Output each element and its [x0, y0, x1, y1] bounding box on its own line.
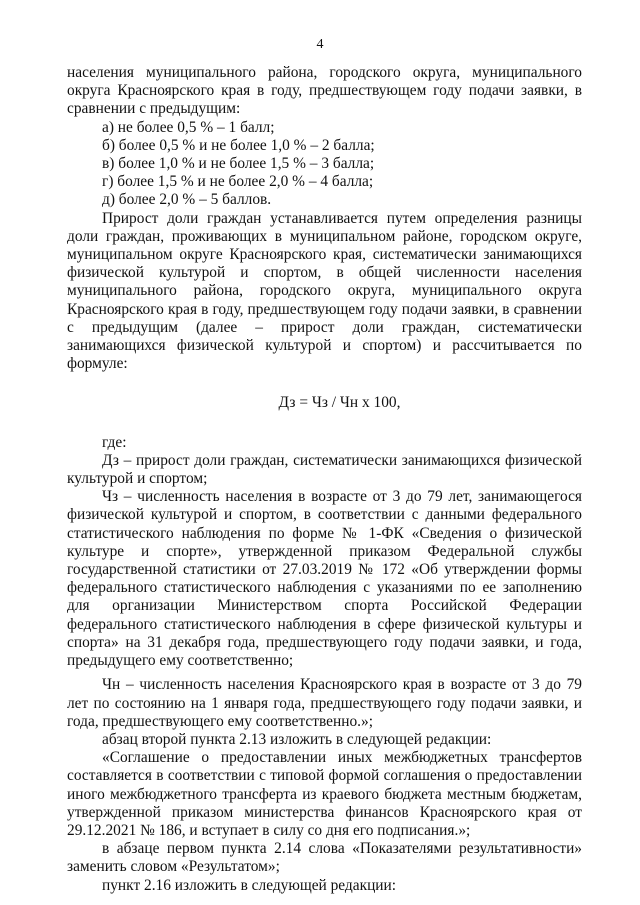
- page-number: 4: [316, 37, 324, 52]
- document-body: [67, 64, 582, 895]
- list-item: д) более 2,0 % – 5 баллов.: [102, 191, 272, 209]
- definition-chn: Чн – численность населения Красноярского края в возрасте от 3 до 79 лет по состоянию на 1 января года, предшествующего году подачи заявки, и года, предшествующего ему соответственно.»;: [67, 676, 582, 730]
- definition-dz: Дз – прирост доли граждан, систематически занимающихся физической культурой и спортом;: [67, 451, 582, 488]
- paragraph-population-increase: населения муниципального района, городского округа, муниципального округа Красноярского края в году, предшествующем году подачи заявки, в сравнении с предыдущим:: [67, 64, 582, 118]
- list-item: а) не более 0,5 % – 1 балл;: [102, 118, 275, 136]
- paragraph-amend-2-13: абзац второй пункта 2.13 изложить в следующей редакции:: [102, 730, 492, 748]
- list-item: г) более 1,5 % и не более 2,0 % – 4 балла;: [102, 173, 374, 191]
- paragraph-growth-definition: Прирост доли граждан устанавливается путем определения разницы доли граждан, проживающих в муниципальном районе, городском округе, муниципальном округе Красноярского края, систематически занимающихся физической культурой и спортом, в общей численности населения муниципального района, городского округа, муниципального округа Красноярского края в году, предшествующем году подачи заявки, в сравнении с предыдущим (далее – прирост доли граждан, систематически занимающихся физической культурой и спортом) и рассчитывается по формуле:: [67, 209, 582, 373]
- list-item: б) более 0,5 % и не более 1,0 % – 2 балла;: [102, 136, 375, 154]
- paragraph-amend-2-14: в абзаце первом пункта 2.14 слова «Показателями результативности» заменить словом «Результатом»;: [67, 840, 582, 876]
- formula: Дз = Чз / Чн х 100,: [278, 394, 401, 412]
- where-label: где:: [102, 433, 127, 451]
- scoring-list: [67, 119, 582, 210]
- paragraph-agreement: «Соглашение о предоставлении иных межбюджетных трансфертов составляется в соответствии с типовой формой соглашения о предоставлении иного межбюджетного трансферта из краевого бюджета местным бюджетам, утвержденной приказом министерства финансов Красноярского края от 29.12.2021 № 186, и вступает в силу со дня его подписания.»;: [67, 749, 582, 839]
- paragraph-amend-2-16: пункт 2.16 изложить в следующей редакции:: [102, 876, 397, 894]
- definition-chz: Чз – численность населения в возрасте от 3 до 79 лет, занимающегося физической культурой и спортом, в соответствии с данными федерального статистического наблюдения по форме № 1-ФК «Сведения о физической культуре и спорте», утвержденной приказом Федеральной службы государственной статистики от 27.03.2019 № 172 «Об утверждении формы федерального статистического наблюдения с указаниями по ее заполнению для организации Министерством спорта Российской Федерации федерального статистического наблюдения в сфере физической культуры и спорта» на 31 декабря года, предшествующего году подачи заявки, и года, предыдущего ему соответственно;: [67, 488, 582, 670]
- list-item: в) более 1,0 % и не более 1,5 % – 3 балла;: [102, 155, 375, 173]
